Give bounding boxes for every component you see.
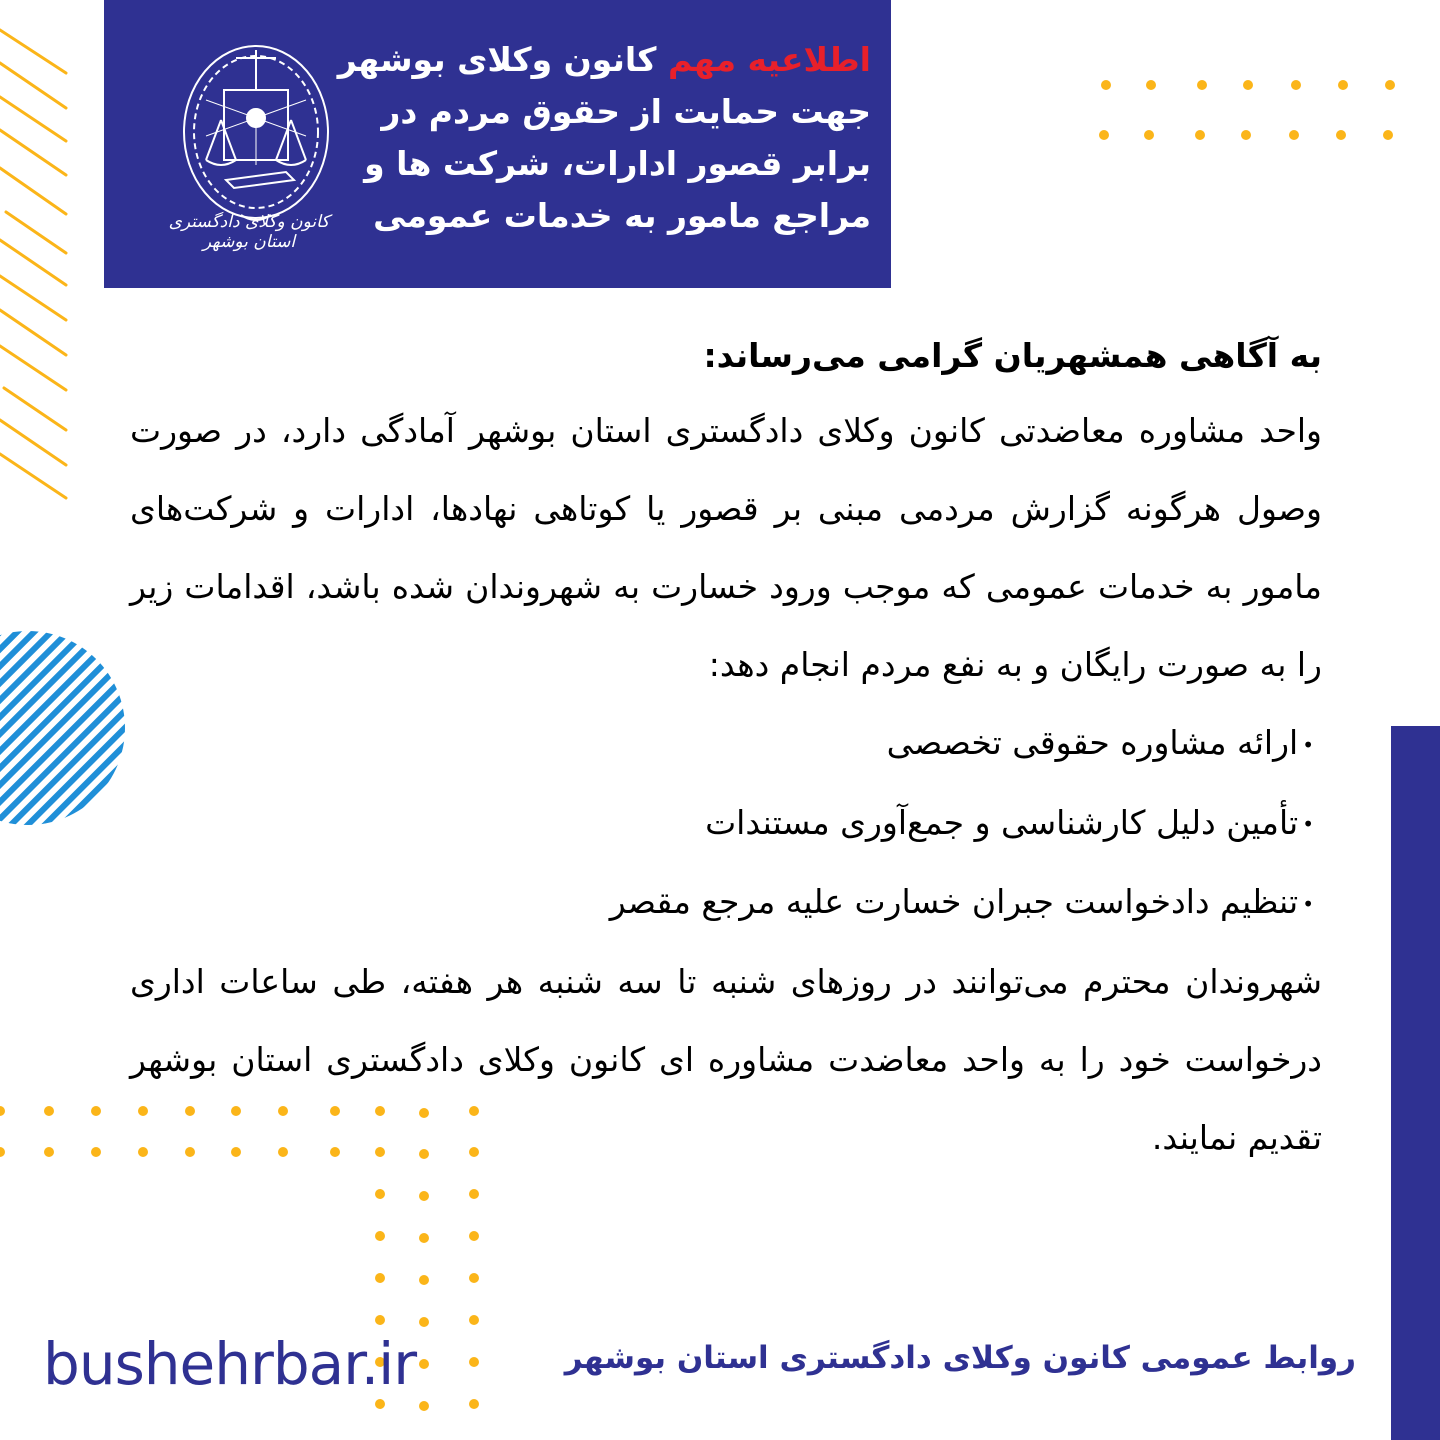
announcement-paragraph-2: شهروندان محترم می‌توانند در روزهای شنبه تا سه شنبه هر هفته، طی ساعات اداری درخواست خود را به واحد معاضدت مشاوره ای کانون وکلای دادگستری استان بوشهر تقدیم نمایند. <box>130 961 1322 1157</box>
announcement-body <box>130 320 1322 1177</box>
website-link[interactable]: bushehrbar.ir <box>43 1330 417 1398</box>
service-item: • ارائه مشاوره حقوقی تخصصی <box>130 704 1314 784</box>
services-list <box>130 704 1322 943</box>
banner-title-line3: برابر قصور ادارات، شرکت ها و <box>364 144 871 183</box>
blue-striped-circle <box>0 630 126 826</box>
service-item: • تنظیم دادخواست جبران خسارت علیه مرجع مقصر <box>130 863 1314 943</box>
service-item: • تأمین دلیل کارشناسی و جمع‌آوری مستندات <box>130 784 1314 864</box>
banner-title <box>331 34 871 242</box>
banner-title-line1: کانون وکلای بوشهر <box>337 40 657 79</box>
yellow-diagonal-stripes <box>0 20 70 610</box>
announcement-paragraph-1: واحد مشاوره معاضدتی کانون وکلای دادگستری استان بوشهر آمادگی دارد، در صورت وصول هرگونه گزارش مردمی مبنی بر قصور یا کوتاهی نهادها، ادارات و شرکت‌های مامور به خدمات عمومی که موجب ورود خسارت به شهروندان شده باشد، اقدامات زیر را به صورت رایگان و به نفع مردم انجام دهد: <box>130 411 1322 684</box>
logo-caption: کانون وکلای دادگستری استان بوشهر <box>168 212 330 252</box>
banner-title-line4: مراجع مامور به خدمات عمومی <box>373 196 871 235</box>
banner-title-line2: جهت حمایت از حقوق مردم در <box>381 92 871 131</box>
footer-organization: روابط عمومی کانون وکلای دادگستری استان بوشهر <box>564 1340 1356 1376</box>
right-accent-bar <box>1391 726 1440 1440</box>
announcement-heading: به آگاهی همشهریان گرامی می‌رساند: <box>703 336 1322 375</box>
important-notice-label: اطلاعیه مهم <box>667 40 871 79</box>
header-banner <box>104 0 891 288</box>
